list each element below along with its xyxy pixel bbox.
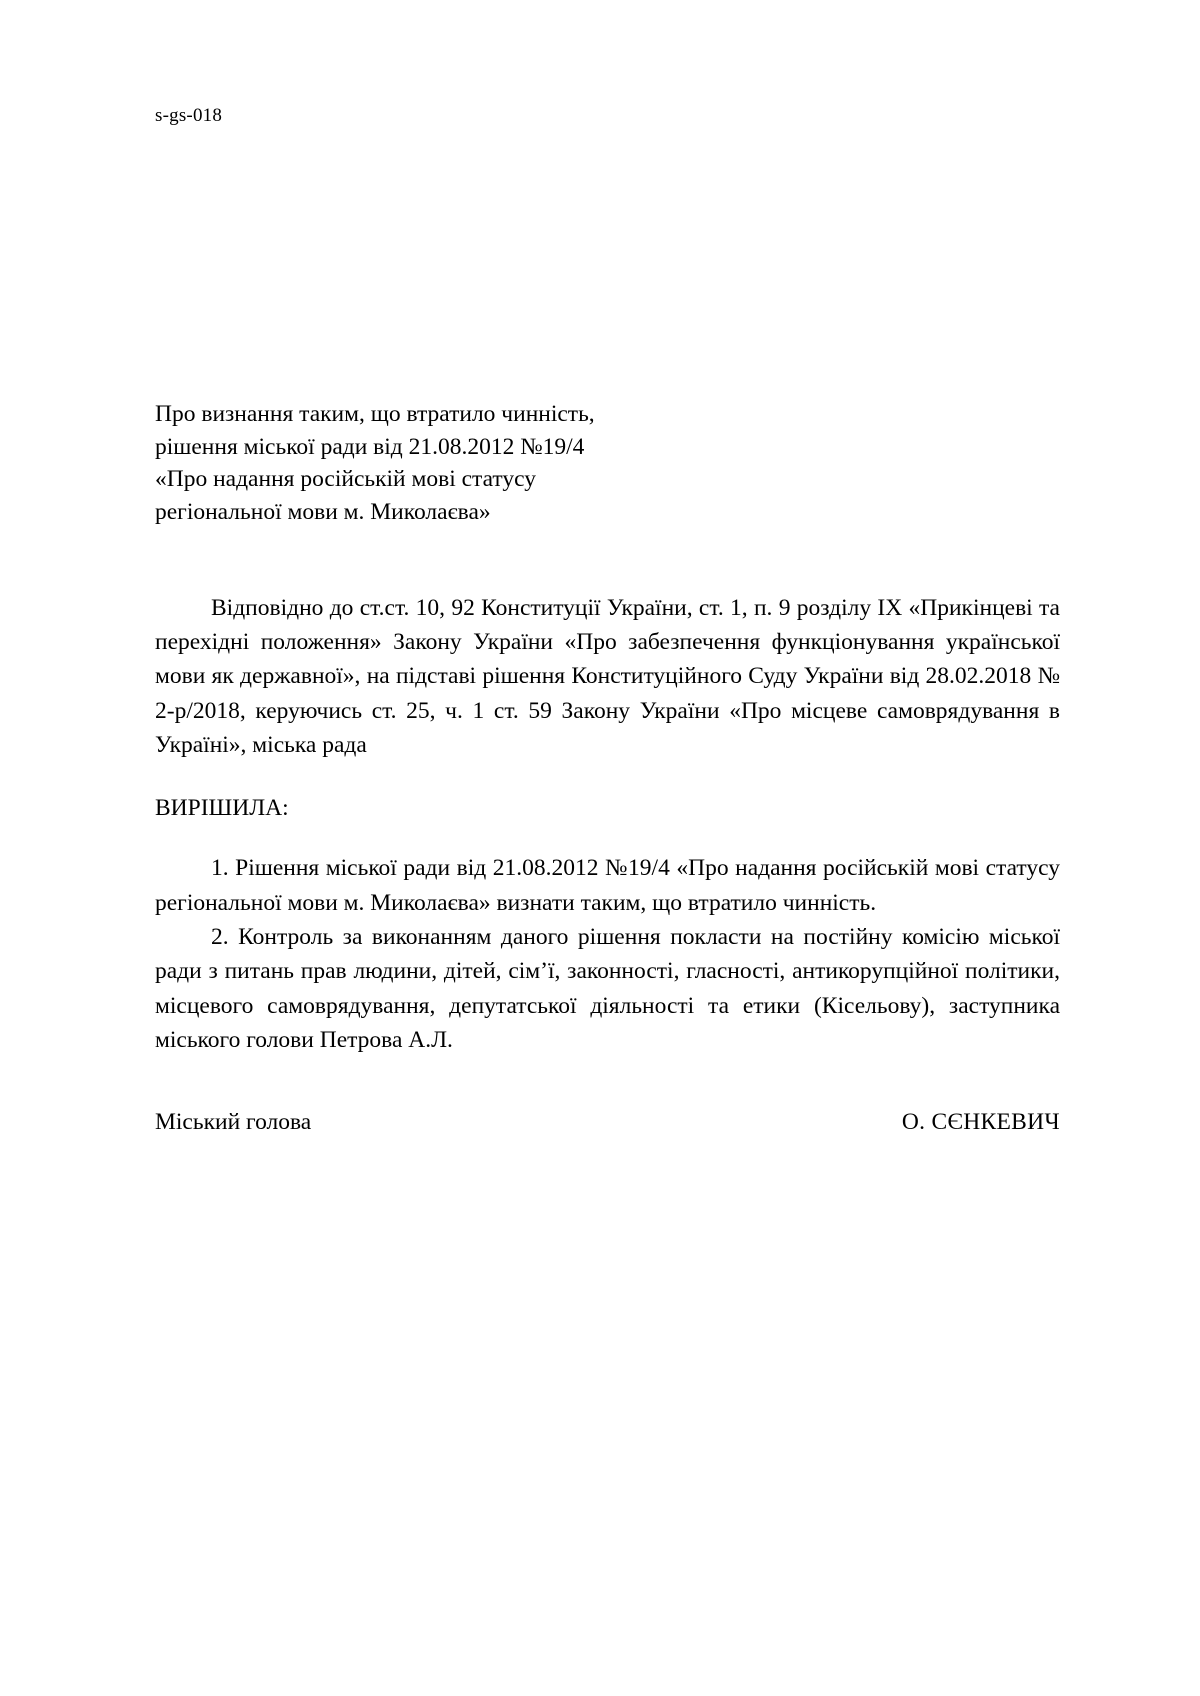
title-line-4: регіональної мови м. Миколаєва» [155, 498, 491, 525]
title-line-2: рішення міської ради від 21.08.2012 №19/4 [155, 433, 585, 460]
title-line-1: Про визнання таким, що втратило чинність, [155, 401, 595, 427]
document-body [155, 398, 1060, 1139]
document-title [155, 398, 690, 529]
signature-block [155, 1105, 1060, 1139]
title-line-3-text: «Про надання російській мові статусу [155, 466, 537, 493]
document-code: s-gs-018 [155, 105, 223, 126]
document-content [155, 591, 1060, 1140]
title-line-3 [155, 463, 690, 496]
signature-role: Міський голова [155, 1109, 312, 1136]
decision-keyword: ВИРІШИЛА: [155, 795, 289, 822]
decision-item-2: 2. Контроль за виконанням даного рішення покласти на постійну комісію міської ради з питань прав людини, дітей, сім’ї, законності, гласності, антикорупційної політики, місцевого самоврядування, депутатської діяльності та етики (Кісельову), заступника міського голови Петрова А.Л. [155, 924, 1060, 1053]
preamble-paragraph: Відповідно до ст.ст. 10, 92 Конституції України, ст. 1, п. 9 розділу IX «Прикінцеві та перехідні положення» Закону України «Про забезпечення функціонування української мови як державної», на підставі рішення Конституційного Суду України від 28.02.2018 № 2-р/2018, керуючись ст. 25, ч. 1 ст. 59 Закону України «Про місцеве самоврядування в Україні», міська рада [155, 594, 1060, 758]
decision-items [155, 851, 1060, 1057]
decision-item-1: 1. Рішення міської ради від 21.08.2012 №19/4 «Про надання російській мові статусу регіональної мови м. Миколаєва» визнати таким, що втратило чинність. [155, 855, 1060, 916]
signature-name: О. СЄНКЕВИЧ [901, 1109, 1060, 1136]
